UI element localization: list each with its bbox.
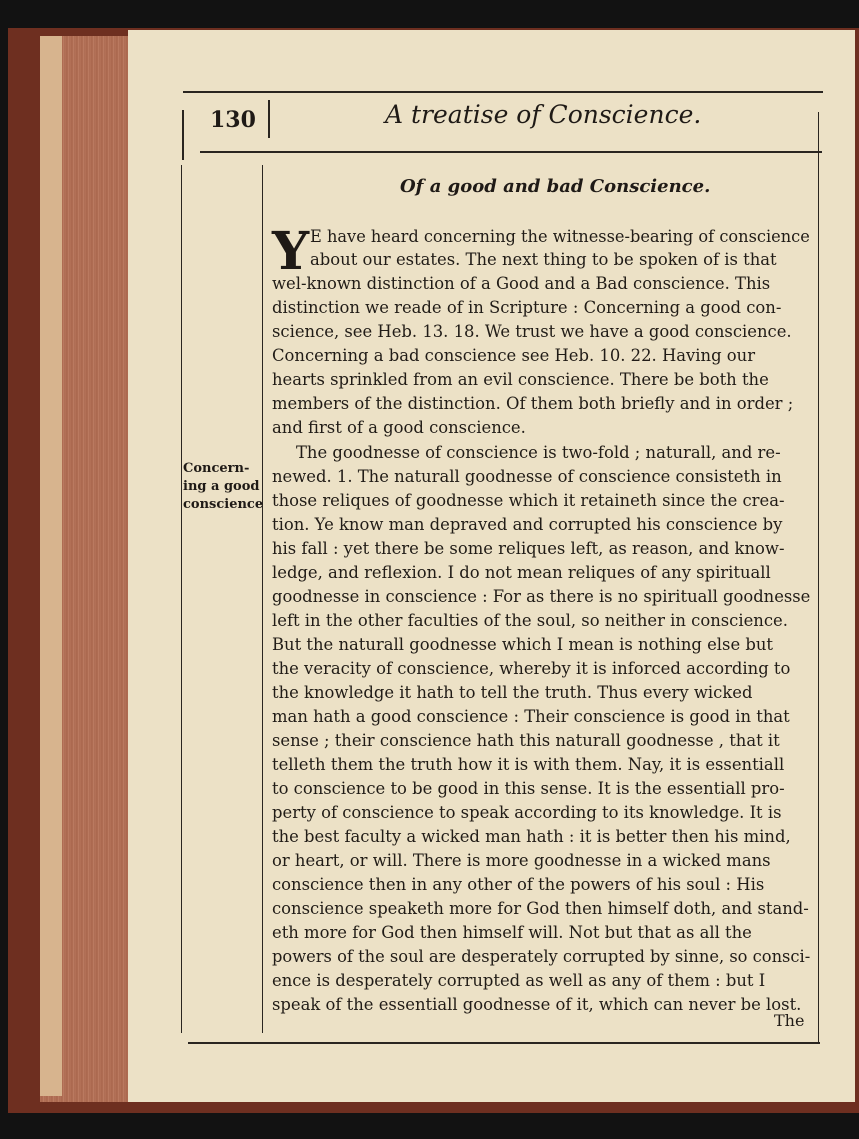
text-line: But the naturall goodnesse which I mean is nothing else but (272, 635, 774, 654)
margin-note-line: conscience (183, 497, 264, 512)
column-divider-rule (262, 165, 263, 1033)
catchword: The (774, 1011, 805, 1030)
text-line: goodnesse in conscience : For as there is no spirituall goodnesse (272, 587, 811, 606)
header-bottom-rule (200, 151, 822, 153)
margin-note-line: ing a good (183, 479, 260, 494)
text-line: members of the distinction. Of them both briefly and in order ; (272, 394, 794, 413)
text-line: his fall : yet there be some reliques left, as reason, and know- (272, 539, 785, 558)
text-line: the knowledge it hath to tell the truth. Thus every wicked (272, 683, 753, 702)
page-edges-light (40, 36, 62, 1096)
drop-cap: Y (272, 221, 310, 282)
text-line: perty of conscience to speak according to its knowledge. It is (272, 803, 782, 822)
text-line: science, see Heb. 13. 18. We trust we have a good conscience. (272, 322, 792, 341)
text-line: newed. 1. The naturall goodnesse of conscience consisteth in (272, 467, 782, 486)
text-line: ledge, and reflexion. I do not mean reliques of any spirituall (272, 563, 771, 582)
text-line: wel-known distinction of a Good and a Bad conscience. This (272, 274, 771, 293)
running-title: A treatise of Conscience. (385, 100, 702, 129)
text-line: E have heard concerning the witnesse-bearing of conscience (310, 227, 810, 246)
text-line: conscience then in any other of the powers of his soul : His (272, 875, 765, 894)
margin-note-line: Concern- (183, 461, 250, 476)
header-left-rule (182, 110, 184, 160)
right-margin-rule (818, 112, 819, 1042)
text-line: about our estates. The next thing to be spoken of is that (310, 250, 777, 269)
section-heading: Of a good and bad Conscience. (400, 176, 711, 197)
text-line: or heart, or will. There is more goodnesse in a wicked mans (272, 851, 771, 870)
text-line: ence is desperately corrupted as well as any of them : but I (272, 971, 766, 990)
text-line: hearts sprinkled from an evil conscience. There be both the (272, 370, 769, 389)
text-line: to conscience to be good in this sense. It is the essentiall pro- (272, 779, 785, 798)
footer-rule (188, 1042, 820, 1044)
text-line: speak of the essentiall goodnesse of it, which can never be lost. (272, 995, 802, 1014)
text-line: sense ; their conscience hath this naturall goodnesse , that it (272, 731, 780, 750)
left-margin-rule (181, 165, 182, 1033)
text-line: telleth them the truth how it is with them. Nay, it is essentiall (272, 755, 785, 774)
text-line: Concerning a bad conscience see Heb. 10. 22. Having our (272, 346, 756, 365)
text-line: the best faculty a wicked man hath : it is better then his mind, (272, 827, 791, 846)
header-divider (268, 100, 270, 138)
text-line: The goodnesse of conscience is two-fold ; naturall, and re- (296, 443, 781, 462)
text-line: eth more for God then himself will. Not but that as all the (272, 923, 752, 942)
text-line: tion. Ye know man depraved and corrupted his conscience by (272, 515, 783, 534)
text-line: distinction we reade of in Scripture : Concerning a good con- (272, 298, 782, 317)
text-line: powers of the soul are desperately corrupted by sinne, so consci- (272, 947, 811, 966)
header-top-rule (183, 91, 823, 93)
text-line: those reliques of goodnesse which it retaineth since the crea- (272, 491, 785, 510)
text-line: the veracity of conscience, whereby it is inforced according to (272, 659, 791, 678)
margin-note (183, 460, 263, 514)
page-number: 130 (210, 107, 256, 133)
text-line: conscience speaketh more for God then himself doth, and stand- (272, 899, 809, 918)
text-line: man hath a good conscience : Their conscience is good in that (272, 707, 790, 726)
text-line: left in the other faculties of the soul, so neither in conscience. (272, 611, 788, 630)
text-line: and first of a good conscience. (272, 418, 526, 437)
